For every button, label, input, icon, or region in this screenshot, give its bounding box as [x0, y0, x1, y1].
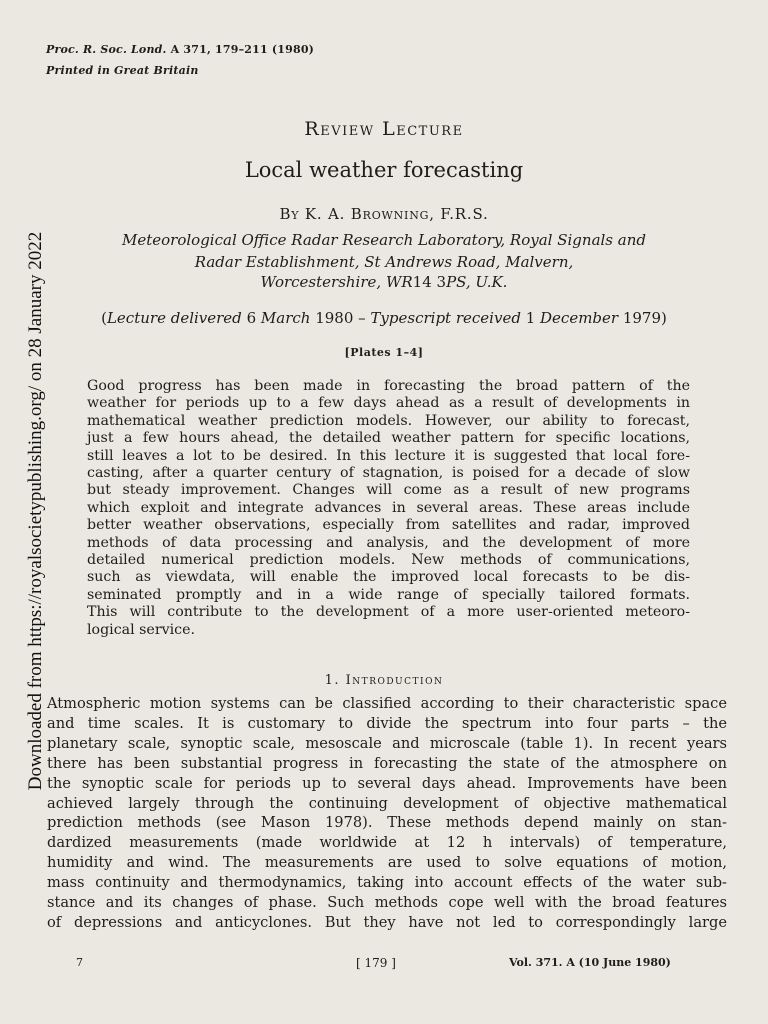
body-text — [47, 694, 727, 933]
section-heading: 1. Introduction — [324, 673, 444, 688]
lecture-year: 1980 – — [310, 309, 371, 327]
volume-date: Vol. 371. A (10 June 1980) — [509, 956, 671, 969]
affiliation-county: Worcestershire, WR — [260, 273, 413, 291]
abstract-line: detailed numerical prediction models. New methods of communications, — [87, 552, 690, 569]
page-number: [ 179 ] — [356, 956, 396, 970]
author-byline: By K. A. Browning, F.R.S. — [279, 205, 489, 223]
affiliation-line-2: Radar Establishment, St Andrews Road, Malvern, — [194, 253, 574, 271]
body-line: stance and its changes of phase. Such methods cope well with the broad features — [47, 894, 727, 912]
affiliation-postcode-digits: 14 3 — [412, 273, 447, 291]
typescript-day: 1 — [520, 309, 541, 327]
abstract-line: which exploit and integrate advances in several areas. These areas include — [87, 499, 690, 516]
abstract-line: such as viewdata, will enable the improved local forecasts to be dis- — [87, 569, 690, 586]
body-line: Atmospheric motion systems can be classified according to their characteristic space — [47, 695, 727, 712]
body-line: there has been substantial progress in forecasting the state of the atmosphere on — [47, 754, 727, 772]
lecture-month: March — [260, 309, 311, 327]
lecture-delivered-label: Lecture delivered — [106, 309, 242, 327]
affiliation-line-3 — [0, 273, 768, 291]
lecture-dates — [0, 309, 768, 327]
journal-citation — [46, 43, 314, 56]
body-line: of depressions and anticyclones. But they have not led to correspondingly large — [47, 913, 727, 931]
lecture-open-paren: ( — [101, 309, 107, 327]
body-line: the synoptic scale for periods up to several days ahead. Improvements have been — [47, 774, 727, 792]
body-line: achieved largely through the continuing development of objective mathematical — [47, 794, 727, 812]
citation-volume: A 371, 179–211 (1980) — [170, 43, 315, 56]
abstract-line: casting, after a quarter century of stagnation, is poised for a decade of slow — [87, 465, 690, 482]
body-line: mass continuity and thermodynamics, taking into account effects of the water sub- — [47, 874, 727, 892]
abstract-line: logical service. — [87, 621, 196, 638]
typescript-month: December — [540, 309, 619, 327]
abstract — [87, 378, 690, 639]
plates-note: [Plates 1–4] — [344, 346, 424, 359]
abstract-line: Good progress has been made in forecasting the broad pattern of the — [87, 378, 690, 394]
article-kind: Review Lecture — [304, 118, 464, 140]
abstract-line: seminated promptly and in a wide range of specially tailored formats. — [87, 586, 690, 603]
signature-mark: 7 — [76, 956, 83, 969]
affiliation-postcode-letters: PS, U.K. — [446, 273, 508, 291]
abstract-line: just a few hours ahead, the detailed weather pattern for specific locations, — [87, 430, 690, 447]
lecture-day: 6 — [241, 309, 261, 327]
citation-journal: Proc. R. Soc. Lond. — [46, 43, 167, 56]
printed-in: Printed in Great Britain — [46, 64, 199, 77]
body-line: humidity and wind. The measurements are used to solve equations of motion, — [47, 854, 727, 872]
abstract-line: weather for periods up to a few days ahead as a result of developments in — [87, 395, 690, 412]
abstract-line: but steady improvement. Changes will come as a result of new programs — [87, 482, 690, 499]
body-line: dardized measurements (made worldwide at 12 h intervals) of temperature, — [47, 834, 727, 852]
abstract-line: still leaves a lot to be desired. In this lecture it is suggested that local fore- — [87, 447, 690, 464]
abstract-line: mathematical weather prediction models. However, our ability to forecast, — [87, 412, 690, 429]
body-line: planetary scale, synoptic scale, mesoscale and microscale (table 1). In recent years — [47, 734, 727, 752]
typescript-year: 1979) — [618, 309, 667, 327]
affiliation-line-1: Meteorological Office Radar Research Laboratory, Royal Signals and — [122, 231, 646, 249]
abstract-line: This will contribute to the development of a more user-oriented meteoro- — [87, 604, 690, 621]
typescript-label: Typescript received — [370, 309, 521, 327]
abstract-line: better weather observations, especially from satellites and radar, improved — [87, 517, 690, 534]
article-title: Local weather forecasting — [244, 158, 524, 182]
abstract-line: methods of data processing and analysis, and the development of more — [87, 534, 690, 551]
body-line: and time scales. It is customary to divide the spectrum into four parts – the — [47, 714, 727, 732]
body-line: prediction methods (see Mason 1978). These methods depend mainly on stan- — [47, 814, 727, 832]
download-watermark: Downloaded from https://royalsocietypublishing.org/ on 28 January 2022 — [25, 231, 46, 791]
